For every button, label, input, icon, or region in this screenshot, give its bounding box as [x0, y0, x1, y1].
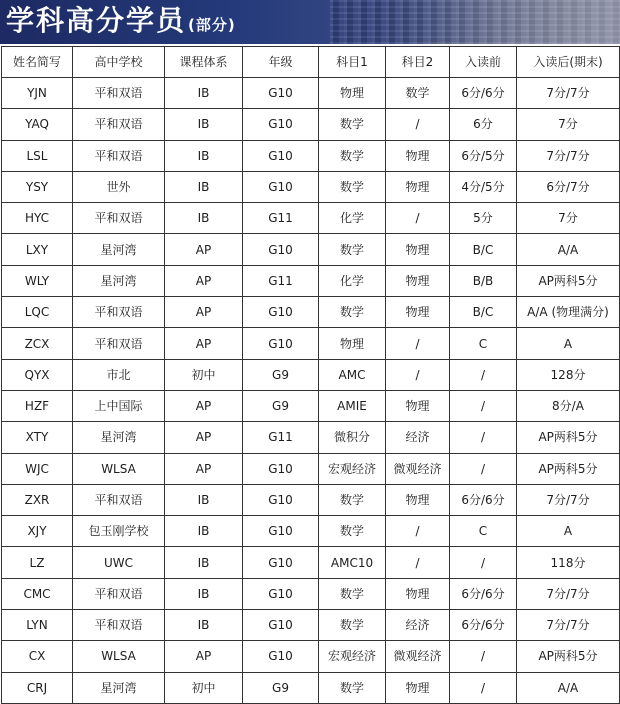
cell-before: /	[450, 547, 517, 578]
cell-after: AP两科5分	[517, 453, 620, 484]
table-row	[2, 453, 620, 484]
cell-after: 7分/7分	[517, 610, 620, 641]
table-row	[2, 578, 620, 609]
cell-before: 4分/5分	[450, 171, 517, 202]
table-row	[2, 203, 620, 234]
cell-curriculum: AP	[165, 453, 243, 484]
cell-before: 6分/6分	[450, 484, 517, 515]
cell-high-school: 平和双语	[73, 109, 165, 140]
header-high-school: 高中学校	[73, 47, 165, 78]
cell-curriculum: IB	[165, 203, 243, 234]
cell-curriculum: AP	[165, 422, 243, 453]
header-subject-2: 科目2	[386, 47, 450, 78]
cell-before: /	[450, 672, 517, 703]
cell-name-abbr: WJC	[2, 453, 73, 484]
cell-subject-2: /	[386, 109, 450, 140]
cell-grade: G10	[243, 578, 319, 609]
cell-high-school: 世外	[73, 171, 165, 202]
cell-name-abbr: XJY	[2, 516, 73, 547]
cell-after: A/A (物理满分)	[517, 297, 620, 328]
cell-before: B/C	[450, 234, 517, 265]
cell-after: AP两科5分	[517, 265, 620, 296]
cell-before: /	[450, 390, 517, 421]
cell-curriculum: IB	[165, 547, 243, 578]
cell-subject-1: 化学	[319, 265, 386, 296]
cell-after: AP两科5分	[517, 422, 620, 453]
cell-subject-1: 宏观经济	[319, 453, 386, 484]
cell-subject-2: 物理	[386, 484, 450, 515]
cell-high-school: 平和双语	[73, 297, 165, 328]
cell-subject-1: 数学	[319, 578, 386, 609]
cell-grade: G10	[243, 171, 319, 202]
cell-curriculum: IB	[165, 516, 243, 547]
cell-grade: G9	[243, 359, 319, 390]
page-title	[6, 3, 236, 39]
cell-grade: G10	[243, 516, 319, 547]
cell-grade: G11	[243, 422, 319, 453]
header-before: 入读前	[450, 47, 517, 78]
table-row	[2, 171, 620, 202]
cell-subject-1: 数学	[319, 109, 386, 140]
cell-grade: G10	[243, 109, 319, 140]
cell-grade: G9	[243, 672, 319, 703]
cell-before: 5分	[450, 203, 517, 234]
cell-after: 128分	[517, 359, 620, 390]
header-subject-1: 科目1	[319, 47, 386, 78]
cell-before: 6分/6分	[450, 78, 517, 109]
cell-before: C	[450, 516, 517, 547]
table-body	[2, 78, 620, 704]
cell-name-abbr: YAQ	[2, 109, 73, 140]
cell-after: AP两科5分	[517, 641, 620, 672]
cell-grade: G10	[243, 641, 319, 672]
cell-after: 8分/A	[517, 390, 620, 421]
header-row	[2, 47, 620, 78]
cell-subject-2: /	[386, 203, 450, 234]
cell-curriculum: 初中	[165, 359, 243, 390]
cell-before: C	[450, 328, 517, 359]
cell-subject-1: AMC10	[319, 547, 386, 578]
header-grade: 年级	[243, 47, 319, 78]
cell-name-abbr: HYC	[2, 203, 73, 234]
table-row	[2, 641, 620, 672]
cell-curriculum: 初中	[165, 672, 243, 703]
cell-after: A/A	[517, 234, 620, 265]
cell-after: 6分/7分	[517, 171, 620, 202]
cell-curriculum: AP	[165, 328, 243, 359]
cell-name-abbr: YJN	[2, 78, 73, 109]
table-row	[2, 672, 620, 703]
cell-subject-2: 物理	[386, 297, 450, 328]
cell-curriculum: IB	[165, 78, 243, 109]
cell-high-school: 平和双语	[73, 78, 165, 109]
cell-name-abbr: ZCX	[2, 328, 73, 359]
cell-before: 6分/5分	[450, 140, 517, 171]
cell-name-abbr: XTY	[2, 422, 73, 453]
table-row	[2, 516, 620, 547]
table-row	[2, 109, 620, 140]
cell-before: B/C	[450, 297, 517, 328]
cell-subject-2: 微观经济	[386, 641, 450, 672]
cell-subject-2: 微观经济	[386, 453, 450, 484]
cell-before: 6分	[450, 109, 517, 140]
table-row	[2, 297, 620, 328]
cell-after: 7分/7分	[517, 578, 620, 609]
cell-high-school: 星河湾	[73, 672, 165, 703]
cell-high-school: UWC	[73, 547, 165, 578]
cell-curriculum: IB	[165, 610, 243, 641]
cell-grade: G10	[243, 140, 319, 171]
cell-name-abbr: LQC	[2, 297, 73, 328]
header-curriculum: 课程体系	[165, 47, 243, 78]
cell-subject-1: 宏观经济	[319, 641, 386, 672]
title-banner	[0, 0, 620, 44]
cell-high-school: 平和双语	[73, 140, 165, 171]
cell-subject-1: 数学	[319, 672, 386, 703]
cell-before: /	[450, 641, 517, 672]
cell-grade: G10	[243, 78, 319, 109]
cell-curriculum: AP	[165, 641, 243, 672]
student-scores-table	[1, 46, 620, 704]
cell-high-school: 星河湾	[73, 234, 165, 265]
cell-before: B/B	[450, 265, 517, 296]
cell-after: 118分	[517, 547, 620, 578]
cell-high-school: 包玉刚学校	[73, 516, 165, 547]
cell-after: A	[517, 516, 620, 547]
cell-subject-2: 物理	[386, 234, 450, 265]
cell-before: /	[450, 453, 517, 484]
cell-after: A/A	[517, 672, 620, 703]
cell-curriculum: IB	[165, 484, 243, 515]
table-row	[2, 390, 620, 421]
cell-grade: G10	[243, 234, 319, 265]
cell-name-abbr: LYN	[2, 610, 73, 641]
cell-subject-2: 经济	[386, 422, 450, 453]
cell-subject-2: 物理	[386, 390, 450, 421]
cell-subject-1: AMC	[319, 359, 386, 390]
cell-grade: G10	[243, 328, 319, 359]
cell-subject-1: 物理	[319, 328, 386, 359]
table-row	[2, 610, 620, 641]
cell-subject-1: 数学	[319, 516, 386, 547]
table-row	[2, 359, 620, 390]
cell-grade: G10	[243, 547, 319, 578]
cell-curriculum: IB	[165, 109, 243, 140]
cell-high-school: WLSA	[73, 453, 165, 484]
cell-high-school: 星河湾	[73, 265, 165, 296]
cell-high-school: 平和双语	[73, 203, 165, 234]
cell-before: 6分/6分	[450, 578, 517, 609]
cell-name-abbr: WLY	[2, 265, 73, 296]
cell-subject-1: 数学	[319, 610, 386, 641]
cell-name-abbr: YSY	[2, 171, 73, 202]
cell-subject-2: 物理	[386, 672, 450, 703]
title-main: 学科高分学员	[6, 4, 187, 37]
cell-curriculum: AP	[165, 234, 243, 265]
cell-grade: G10	[243, 297, 319, 328]
table-row	[2, 78, 620, 109]
table-row	[2, 547, 620, 578]
cell-name-abbr: LXY	[2, 234, 73, 265]
cell-subject-1: 数学	[319, 484, 386, 515]
table-row	[2, 328, 620, 359]
cell-curriculum: IB	[165, 171, 243, 202]
cell-name-abbr: HZF	[2, 390, 73, 421]
cell-name-abbr: LSL	[2, 140, 73, 171]
cell-grade: G11	[243, 265, 319, 296]
cell-high-school: 平和双语	[73, 484, 165, 515]
table-row	[2, 484, 620, 515]
cell-name-abbr: CX	[2, 641, 73, 672]
cell-subject-2: /	[386, 516, 450, 547]
cell-subject-1: 微积分	[319, 422, 386, 453]
cell-grade: G10	[243, 610, 319, 641]
cell-subject-1: 数学	[319, 234, 386, 265]
cell-curriculum: AP	[165, 265, 243, 296]
cell-curriculum: AP	[165, 390, 243, 421]
cell-high-school: 上中国际	[73, 390, 165, 421]
table-row	[2, 140, 620, 171]
cell-high-school: 市北	[73, 359, 165, 390]
cell-curriculum: IB	[165, 578, 243, 609]
cell-curriculum: AP	[165, 297, 243, 328]
cell-subject-1: 化学	[319, 203, 386, 234]
cell-high-school: 平和双语	[73, 328, 165, 359]
cell-subject-2: 物理	[386, 171, 450, 202]
header-name-abbr: 姓名简写	[2, 47, 73, 78]
cell-name-abbr: LZ	[2, 547, 73, 578]
cell-before: /	[450, 422, 517, 453]
cell-subject-1: 数学	[319, 140, 386, 171]
cell-subject-2: 物理	[386, 265, 450, 296]
cell-subject-1: 物理	[319, 78, 386, 109]
cell-high-school: 平和双语	[73, 610, 165, 641]
header-after: 入读后(期末)	[517, 47, 620, 78]
cell-subject-2: 物理	[386, 578, 450, 609]
cell-subject-2: /	[386, 547, 450, 578]
cell-subject-2: /	[386, 359, 450, 390]
table-header	[2, 47, 620, 78]
cell-after: 7分	[517, 203, 620, 234]
cell-high-school: 平和双语	[73, 578, 165, 609]
cell-high-school: 星河湾	[73, 422, 165, 453]
table-row	[2, 234, 620, 265]
title-sub: (部分)	[188, 16, 236, 34]
cell-after: 7分	[517, 109, 620, 140]
cell-subject-2: 经济	[386, 610, 450, 641]
cell-name-abbr: CMC	[2, 578, 73, 609]
cell-name-abbr: ZXR	[2, 484, 73, 515]
cell-after: 7分/7分	[517, 140, 620, 171]
cell-after: 7分/7分	[517, 484, 620, 515]
cell-grade: G9	[243, 390, 319, 421]
table-row	[2, 265, 620, 296]
cell-name-abbr: QYX	[2, 359, 73, 390]
cell-subject-2: 物理	[386, 140, 450, 171]
cell-grade: G11	[243, 203, 319, 234]
cell-subject-1: AMIE	[319, 390, 386, 421]
cell-subject-1: 数学	[319, 297, 386, 328]
cell-subject-2: 数学	[386, 78, 450, 109]
cell-grade: G10	[243, 484, 319, 515]
cell-after: 7分/7分	[517, 78, 620, 109]
cell-high-school: WLSA	[73, 641, 165, 672]
cell-after: A	[517, 328, 620, 359]
cell-curriculum: IB	[165, 140, 243, 171]
cell-subject-1: 数学	[319, 171, 386, 202]
cell-name-abbr: CRJ	[2, 672, 73, 703]
cell-grade: G10	[243, 453, 319, 484]
cell-subject-2: /	[386, 328, 450, 359]
cell-before: /	[450, 359, 517, 390]
cell-before: 6分/6分	[450, 610, 517, 641]
table-row	[2, 422, 620, 453]
